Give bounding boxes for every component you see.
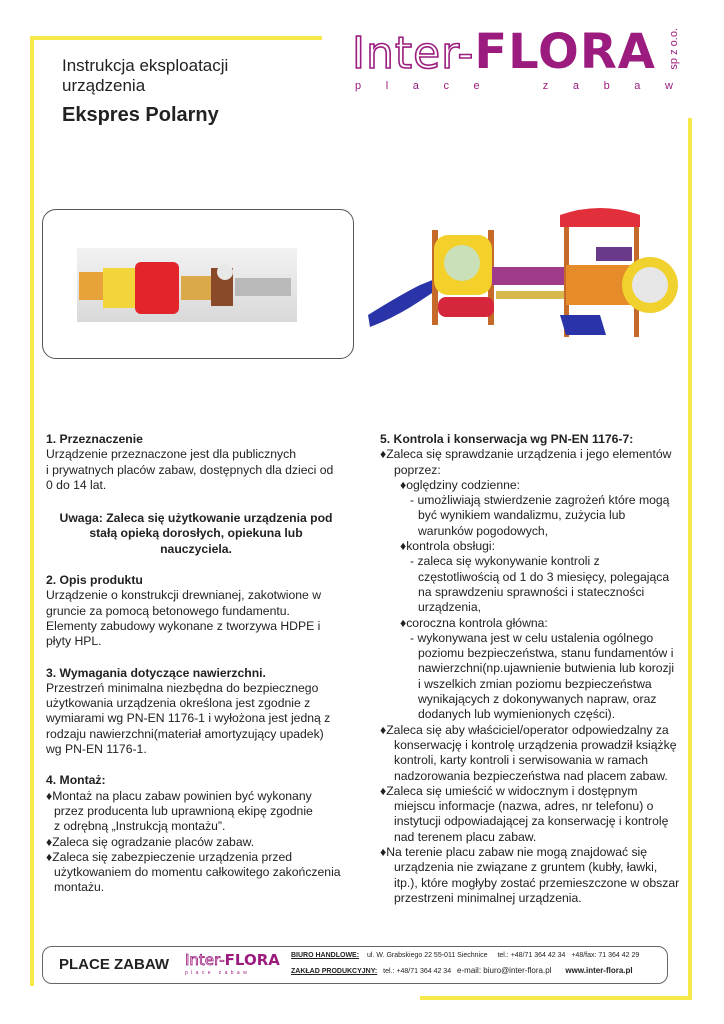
document-title [62, 56, 228, 96]
text-line: przestrzeni minimalnej urządzenia. [394, 890, 582, 905]
warning-line: Uwaga: Zaleca się użytkowanie urządzenia pod [59, 511, 333, 526]
right-column [380, 432, 680, 906]
text-line: płyty HPL. [46, 634, 102, 649]
mini-logo-inter: Inter- [185, 951, 225, 969]
text-line: Urządzenie o konstrukcji drewnianej, zakotwione w [46, 588, 322, 603]
text-line: warunków pogodowych, [418, 523, 549, 538]
product-image [360, 205, 690, 360]
text-line: poziomu bezpieczeństwa, stanu fundamentów i [418, 646, 674, 661]
zaklad-label: ZAKŁAD PRODUKCYJNY: [291, 968, 378, 975]
title-line-1: Instrukcja eksploatacji [62, 56, 229, 75]
bullet-item: ♦kontrola obsługi: [400, 539, 495, 554]
logo-sub-letter: b [603, 80, 610, 92]
text-line: urządzenia, [418, 600, 482, 615]
bullet-item: ♦oględziny codzienne: [400, 477, 521, 492]
text-line: nawierzchni(np.ujawnienie butwienia lub korozji [418, 661, 675, 676]
text-line: poprzez: [394, 462, 441, 477]
text-line: ♦Zaleca się zabezpieczenie urządzenia przed [46, 849, 293, 864]
title-line-2: urządzenia [62, 76, 146, 95]
text-line: ♦Zaleca się ogradzanie placów zabaw. [46, 834, 255, 849]
text-line: ♦Zaleca się aby właściciel/operator odpowiedzalny za [380, 722, 669, 737]
text-line: itp.), które mogłyby zostać przemieszczone w obszar [394, 875, 680, 890]
text-line: ♦Montaż na placu zabaw powinien być wykonany [46, 788, 312, 803]
logo-sp-zoo: sp z o.o. [668, 28, 680, 70]
text-line: montażu. [54, 880, 105, 895]
footer-line-2 [291, 966, 633, 975]
text-line: wg PN-EN 1176-1. [46, 742, 147, 757]
product-name: Ekspres Polarny [62, 104, 219, 126]
footer-mini-logo [185, 951, 280, 976]
text-line: nad terenem placu zabaw. [394, 829, 537, 844]
text-line: urządzenia nie związane z gruntem (kubły, ławki, [394, 860, 658, 875]
text-line: i prywatnych placów zabaw, dostępnych dla dzieci od [46, 462, 334, 477]
section-heading: 1. Przeznaczenie [46, 432, 143, 446]
logo-sub-letter: a [412, 80, 419, 92]
section-heading: 2. Opis produktu [46, 573, 143, 588]
logo-sub-letter: z [542, 80, 549, 92]
text-line: 0 do 14 lat. [46, 477, 107, 492]
text-line: - zaleca się wykonywanie kontroli z [410, 554, 600, 569]
warning-line: nauczyciela. [160, 541, 232, 556]
text-line: instytucji odpowiadającej za konserwację i kontrolę [394, 814, 669, 829]
footer-email-link[interactable]: e-mail: biuro@inter-flora.pl [457, 966, 552, 975]
text-line: na sprawdzeniu sprawności i stateczności [418, 584, 645, 599]
biuro-fax: +48/fax: 71 364 42 29 [571, 952, 640, 959]
text-line: rodzaju nawierzchni(materiał amortyzujący upadek) [46, 726, 324, 741]
text-line: Przestrzeń minimalna niezbędna do bezpiecznego [46, 680, 319, 695]
logo-subtitle [355, 80, 673, 92]
logo-sub-letter: l [385, 80, 389, 92]
text-line: użytkowaniem do momentu całkowitego zakończenia [54, 865, 341, 880]
footer-line-1 [291, 952, 639, 959]
mini-logo-flora: FLORA [224, 951, 280, 969]
section-heading: 4. Montaż: [46, 773, 106, 788]
text-line: ♦Zaleca się sprawdzanie urządzenia i jego elementów [380, 447, 672, 462]
top-view-drawing [43, 210, 353, 358]
left-yellow-line [30, 36, 34, 986]
text-line: - umożliwiają stwierdzenie zagrożeń które mogą [410, 493, 670, 508]
text-line: gruncie za pomocą betonowego fundamentu. [46, 603, 290, 618]
text-line: kontroli, karty kontroli i serwisowania w ramach [394, 753, 648, 768]
section-heading: 5. Kontrola i konserwacja wg PN-EN 1176-7: [380, 432, 634, 446]
mini-logo-sub: p l a c e z a b a w [185, 970, 248, 976]
text-line: wymiarami wg PN-EN 1176-1 i wyłożona jest jedną z [46, 711, 331, 726]
text-line: konserwację i kontrolę urządzenia prowadził książkę [394, 737, 677, 752]
text-line: być wynikiem wandalizmu, zużycia lub [418, 508, 626, 523]
text-line: użytkowania urządzenia określona jest zgodnie z [46, 696, 311, 711]
footer-box [42, 946, 668, 984]
section-heading: 3. Wymagania dotyczące nawierzchni. [46, 665, 266, 680]
text-line: Urządzenie przeznaczone jest dla publicznych [46, 447, 296, 462]
text-line: wynikających z dokonywanych napraw, oraz [418, 692, 657, 707]
footer-www-link[interactable]: www.inter-flora.pl [565, 966, 633, 975]
logo-inter-text: Inter- [352, 28, 475, 79]
zaklad-tel: tel.: +48/71 364 42 34 [383, 968, 452, 975]
text-line: - wykonywana jest w celu ustalenia ogólnego [410, 630, 654, 645]
text-line: dodanych lub wymienionych części). [418, 707, 616, 722]
logo-sub-letter: w [664, 80, 673, 92]
text-line: ♦Zaleca się umieścić w widocznym i dostępnym [380, 783, 638, 798]
bullet-item: ♦coroczna kontrola główna: [400, 615, 548, 630]
top-view-frame [42, 209, 354, 359]
text-line: nadzorowania bezpieczeństwa nad placem zabaw. [394, 768, 668, 783]
text-line: częstotliwością od 1 do 3 miesięcy, polegająca [418, 569, 670, 584]
left-column [46, 432, 346, 896]
bottom-yellow-line [420, 996, 692, 1000]
logo-sub-letter: a [634, 80, 641, 92]
logo-sub-letter: p [355, 80, 362, 92]
text-line: Elementy zabudowy wykonane z tworzywa HDPE i [46, 618, 321, 633]
top-yellow-line [30, 36, 322, 40]
biuro-address: ul. W. Grabskiego 22 55-011 Siechnice [367, 952, 488, 959]
biuro-tel: tel.: +48/71 364 42 34 [497, 952, 566, 959]
logo-sub-letter: c [443, 80, 449, 92]
product-illustration [360, 205, 690, 360]
text-line: ♦Na terenie placu zabaw nie mogą znajdować się [380, 845, 648, 860]
warning-line: stałą opieką dorosłych, opiekuna lub [89, 526, 303, 541]
text-line: miejscu informacje (nazwa, adres, nr telefonu) o [394, 799, 654, 814]
logo-sub-letter: e [473, 80, 480, 92]
biuro-label: BIURO HANDLOWE: [291, 952, 360, 959]
logo-sub-letter: a [572, 80, 579, 92]
text-line: z odrębną „Instrukcją montażu”. [54, 819, 226, 834]
logo-flora-text: FLORA [474, 24, 656, 80]
footer-place-zabaw: PLACE ZABAW [59, 956, 169, 973]
text-line: i wszelkich zmian poziomu bezpieczeństwa [418, 676, 652, 691]
text-line: przez producenta lub uprawnioną ekipę zgodnie [54, 803, 313, 818]
company-logo [352, 24, 656, 80]
